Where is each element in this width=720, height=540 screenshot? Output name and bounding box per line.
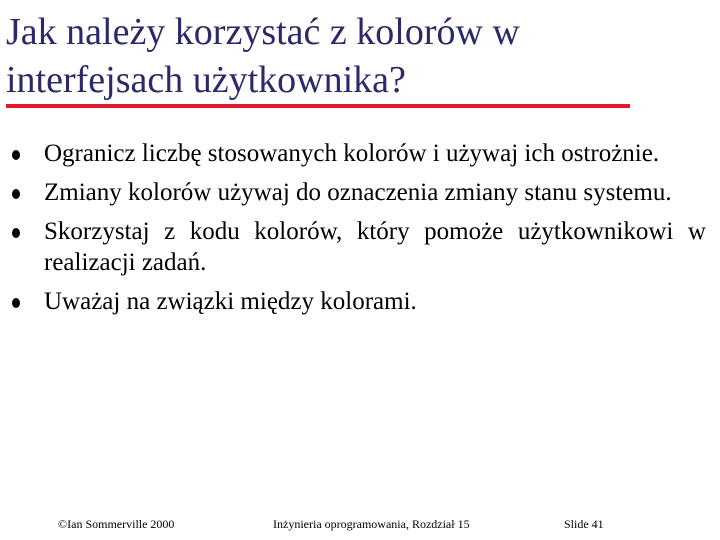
footer-slide-number: Slide 41	[564, 517, 604, 531]
bullet-dot-icon	[12, 298, 20, 308]
title-underline	[6, 104, 630, 108]
bullet-dot-icon	[12, 189, 20, 199]
bullet-item	[0, 286, 706, 317]
bullet-text: Ogranicz liczbę stosowanych kolorów i używaj ich ostrożnie.	[44, 140, 660, 167]
bullet-text: Uważaj na związki między kolorami.	[44, 288, 417, 315]
bullet-list	[0, 138, 720, 325]
bullet-dot-icon	[12, 150, 20, 160]
slide-title: Jak należy korzystać z kolorów w interfejsach użytkownika?	[6, 11, 520, 101]
footer-copyright: ©Ian Sommerville 2000	[58, 517, 175, 531]
bullet-dot-icon	[12, 228, 20, 238]
bullet-text: Zmiany kolorów używaj do oznaczenia zmiany stanu systemu.	[44, 179, 672, 206]
footer-course: Inżynieria oprogramowania, Rozdział 15	[273, 517, 470, 531]
bullet-item	[0, 177, 706, 208]
bullet-item	[0, 138, 706, 169]
bullet-item	[0, 216, 706, 278]
bullet-text: Skorzystaj z kodu kolorów, który pomoże użytkownikowi w realizacji zadań.	[44, 218, 706, 276]
